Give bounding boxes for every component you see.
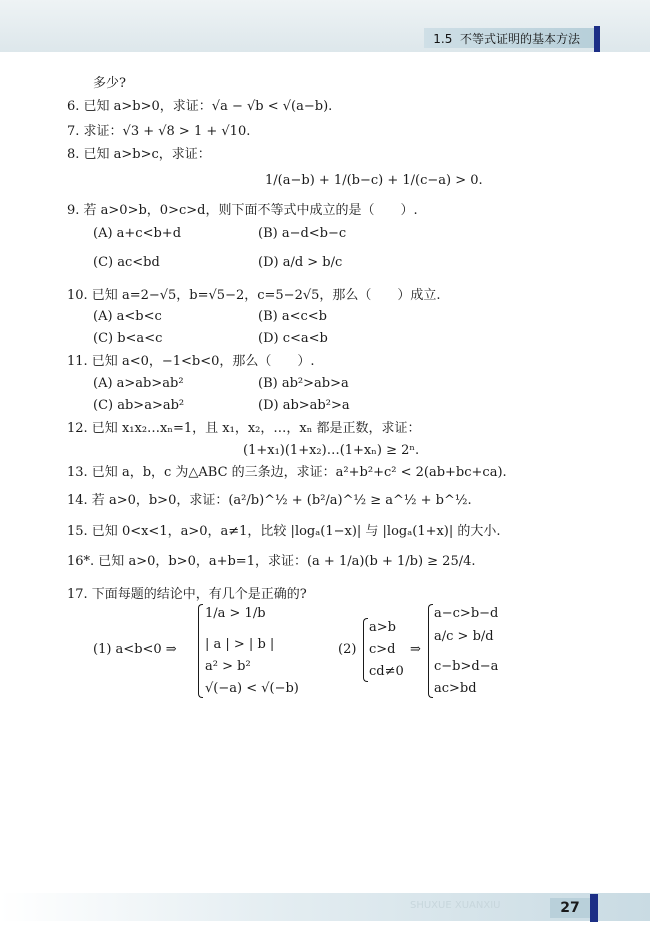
continued-text: 多少? [93,76,126,91]
q17-part2-item-2: a/c > b/d [434,629,494,644]
problem-9-option-d: (D) a/d > b/c [258,255,343,270]
problem-12-inequality: (1+x₁)(1+x₂)…(1+xₙ) ≥ 2ⁿ. [243,443,420,458]
problem-9-option-c: (C) ac<bd [93,255,160,270]
q17-part2-condition-2: c>d [369,642,396,657]
problem-10-option-b: (B) a<c<b [258,309,327,324]
q17-part2-item-3: c−b>d−a [434,659,499,674]
problem-11-option-d: (D) ab>ab²>a [258,398,350,413]
problem-9-option-a: (A) a+c<b+d [93,226,182,241]
problem-11-option-c: (C) ab>a>ab² [93,398,185,413]
section-title: 不等式证明的基本方法 [459,32,580,46]
q17-part2-item-1: a−c>b−d [434,606,499,621]
page-number: 27 [550,898,590,918]
footer-accent-bar [590,894,598,922]
problem-17: 17. 下面每题的结论中，有几个是正确的? [67,587,307,602]
q17-part1-item-3: a² > b² [205,659,251,674]
footer-faint-text: SHUXUE XUANXIU [410,900,501,911]
problem-11: 11. 已知 a<0，−1<b<0，那么（ ）. [67,354,315,369]
problem-9: 9. 若 a>0>b，0>c>d，则下面不等式中成立的是（ ）. [67,203,418,218]
q17-part1-item-2: | a | > | b | [205,637,275,652]
section-number: 1.5 [433,32,453,46]
problem-10-option-a: (A) a<b<c [93,309,162,324]
q17-part2-label: (2) [338,642,357,657]
problem-12: 12. 已知 x₁x₂…xₙ=1，且 x₁，x₂，…，xₙ 都是正数，求证： [67,421,421,436]
problem-10-option-c: (C) b<a<c [93,331,163,346]
q17-part2-condition-brace [363,618,368,682]
problem-11-option-b: (B) ab²>ab>a [258,376,349,391]
problem-10: 10. 已知 a=2−√5，b=√5−2，c=5−2√5，那么（ ）成立. [67,288,441,303]
problem-13: 13. 已知 a，b，c 为△ABC 的三条边，求证：a²+b²+c² < 2(ab+bc+ca). [67,465,507,480]
problem-14: 14. 若 a>0，b>0，求证：(a²/b)^½ + (b²/a)^½ ≥ a^½ + b^½. [67,493,472,508]
problem-10-option-d: (D) c<a<b [258,331,328,346]
q17-part2-result-brace [428,604,433,698]
problem-16: 16*. 已知 a>0，b>0，a+b=1，求证：(a + 1/a)(b + 1/b) ≥ 25/4. [67,554,476,569]
q17-part1-item-1: 1/a > 1/b [205,606,266,621]
problem-8-inequality: 1/(a−b) + 1/(b−c) + 1/(c−a) > 0. [265,173,483,188]
q17-part1-label: (1) a<b<0 ⇒ [93,642,177,657]
q17-part2-arrow: ⇒ [410,642,421,657]
problem-6: 6. 已知 a>b>0，求证：√a − √b < √(a−b). [67,99,333,114]
q17-part1-brace [198,604,203,698]
problem-11-option-a: (A) a>ab>ab² [93,376,184,391]
q17-part1-item-4: √(−a) < √(−b) [205,681,299,696]
problem-9-option-b: (B) a−d<b−c [258,226,347,241]
q17-part2-item-4: ac>bd [434,681,477,696]
problem-8: 8. 已知 a>b>c，求证： [67,147,211,162]
problem-15: 15. 已知 0<x<1，a>0，a≠1，比较 |logₐ(1−x)| 与 |logₐ(1+x)| 的大小. [67,524,501,539]
problem-7: 7. 求证：√3 + √8 > 1 + √10. [67,124,251,139]
q17-part2-condition-1: a>b [369,620,396,635]
q17-part2-condition-3: cd≠0 [369,664,404,679]
